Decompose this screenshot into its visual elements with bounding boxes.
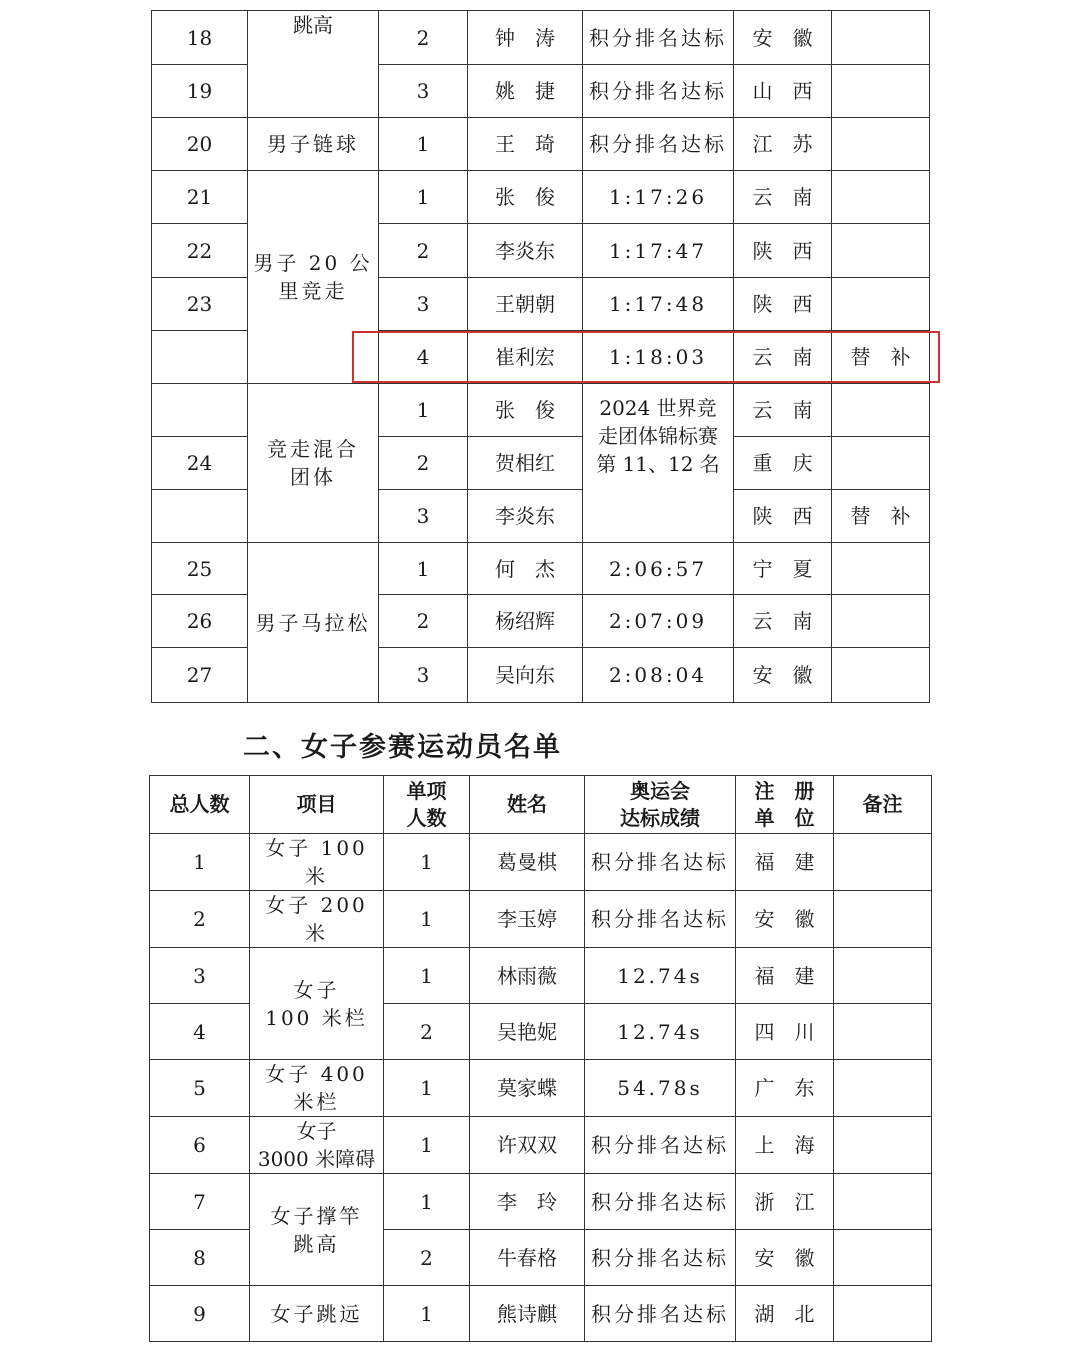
qualifying-result: 积分排名达标 bbox=[583, 118, 734, 171]
table-row bbox=[152, 11, 930, 65]
header-note: 备注 bbox=[834, 776, 932, 834]
event-count: 1 bbox=[379, 543, 468, 595]
qualifying-result: 54.78s bbox=[585, 1060, 736, 1117]
registered-unit: 湖 北 bbox=[736, 1286, 834, 1342]
header-name: 姓名 bbox=[470, 776, 585, 834]
event-count: 2 bbox=[384, 1230, 470, 1286]
header-count: 单项 人数 bbox=[384, 776, 470, 834]
remark bbox=[832, 648, 930, 703]
qualifying-result: 积分排名达标 bbox=[585, 891, 736, 948]
row-number: 25 bbox=[152, 543, 248, 595]
registered-unit: 重 庆 bbox=[734, 437, 832, 490]
event-count: 3 bbox=[379, 65, 468, 118]
athlete-name: 杨绍辉 bbox=[468, 595, 583, 648]
qualifying-result: 积分排名达标 bbox=[585, 1117, 736, 1174]
event-cell: 女子 400 米栏 bbox=[250, 1060, 384, 1117]
remark bbox=[834, 1174, 932, 1230]
registered-unit: 陕 西 bbox=[734, 224, 832, 278]
remark bbox=[832, 595, 930, 648]
event-count: 1 bbox=[384, 834, 470, 891]
row-number: 5 bbox=[150, 1060, 250, 1117]
remark bbox=[832, 224, 930, 278]
section-title: 二、女子参赛运动员名单 bbox=[243, 732, 562, 763]
registered-unit: 安 徽 bbox=[736, 891, 834, 948]
athlete-name: 李炎东 bbox=[468, 224, 583, 278]
remark: 替 补 bbox=[832, 490, 930, 543]
row-number: 8 bbox=[150, 1230, 250, 1286]
row-number: 2 bbox=[150, 891, 250, 948]
registered-unit: 云 南 bbox=[734, 384, 832, 437]
header-result: 奥运会 达标成绩 bbox=[585, 776, 736, 834]
header-total: 总人数 bbox=[150, 776, 250, 834]
registered-unit: 山 西 bbox=[734, 65, 832, 118]
event-count: 1 bbox=[384, 1286, 470, 1342]
registered-unit: 陕 西 bbox=[734, 278, 832, 331]
row-number bbox=[152, 331, 248, 384]
event-count: 2 bbox=[379, 437, 468, 490]
row-number: 4 bbox=[150, 1004, 250, 1060]
athlete-name: 王 琦 bbox=[468, 118, 583, 171]
event-count: 1 bbox=[379, 171, 468, 224]
row-number: 23 bbox=[152, 278, 248, 331]
table-row bbox=[152, 171, 930, 224]
event-count: 1 bbox=[384, 891, 470, 948]
event-count: 3 bbox=[379, 278, 468, 331]
event-count: 3 bbox=[379, 490, 468, 543]
event-cell: 男子马拉松 bbox=[248, 543, 379, 703]
registered-unit: 云 南 bbox=[734, 171, 832, 224]
qualifying-result: 积分排名达标 bbox=[583, 11, 734, 65]
event-count: 1 bbox=[384, 1117, 470, 1174]
table-row bbox=[150, 1117, 932, 1174]
row-number bbox=[152, 490, 248, 543]
remark bbox=[832, 118, 930, 171]
event-count: 1 bbox=[379, 118, 468, 171]
qualifying-result: 1:17:48 bbox=[583, 278, 734, 331]
event-count: 3 bbox=[379, 648, 468, 703]
athlete-name: 林雨薇 bbox=[470, 948, 585, 1004]
table-header-row bbox=[150, 776, 932, 834]
row-number: 21 bbox=[152, 171, 248, 224]
remark bbox=[832, 543, 930, 595]
event-cell: 跳高 bbox=[248, 11, 379, 118]
event-cell: 女子撑竿 跳高 bbox=[250, 1174, 384, 1286]
athlete-name: 李玉婷 bbox=[470, 891, 585, 948]
qualifying-result: 2:06:57 bbox=[583, 543, 734, 595]
athlete-name: 王朝朝 bbox=[468, 278, 583, 331]
registered-unit: 陕 西 bbox=[734, 490, 832, 543]
event-cell: 女子 100 米栏 bbox=[250, 948, 384, 1060]
event-count: 1 bbox=[384, 1060, 470, 1117]
remark bbox=[832, 384, 930, 437]
row-number: 9 bbox=[150, 1286, 250, 1342]
remark bbox=[834, 891, 932, 948]
event-count: 1 bbox=[379, 384, 468, 437]
event-count: 2 bbox=[384, 1004, 470, 1060]
remark bbox=[834, 1004, 932, 1060]
table-row bbox=[150, 1286, 932, 1342]
athlete-name: 贺相红 bbox=[468, 437, 583, 490]
row-number: 22 bbox=[152, 224, 248, 278]
row-number: 20 bbox=[152, 118, 248, 171]
event-count: 2 bbox=[379, 595, 468, 648]
remark bbox=[832, 171, 930, 224]
table-row bbox=[150, 891, 932, 948]
remark bbox=[832, 65, 930, 118]
qualifying-result: 积分排名达标 bbox=[585, 834, 736, 891]
table-row bbox=[150, 948, 932, 1004]
registered-unit: 江 苏 bbox=[734, 118, 832, 171]
athlete-name: 莫家蝶 bbox=[470, 1060, 585, 1117]
athlete-name: 张 俊 bbox=[468, 171, 583, 224]
event-cell: 竞走混合 团体 bbox=[248, 384, 379, 543]
registered-unit: 福 建 bbox=[736, 834, 834, 891]
athlete-name: 吴向东 bbox=[468, 648, 583, 703]
row-number: 18 bbox=[152, 11, 248, 65]
row-number: 1 bbox=[150, 834, 250, 891]
registered-unit: 广 东 bbox=[736, 1060, 834, 1117]
registered-unit: 云 南 bbox=[734, 331, 832, 384]
row-number: 19 bbox=[152, 65, 248, 118]
remark bbox=[834, 1286, 932, 1342]
remark bbox=[832, 11, 930, 65]
athlete-name: 牛春格 bbox=[470, 1230, 585, 1286]
qualifying-result: 2:08:04 bbox=[583, 648, 734, 703]
event-count: 2 bbox=[379, 11, 468, 65]
women-athletes-table bbox=[149, 775, 932, 1342]
registered-unit: 浙 江 bbox=[736, 1174, 834, 1230]
event-count: 1 bbox=[384, 948, 470, 1004]
row-number: 27 bbox=[152, 648, 248, 703]
row-number: 7 bbox=[150, 1174, 250, 1230]
table-row bbox=[152, 118, 930, 171]
row-number bbox=[152, 384, 248, 437]
men-athletes-table bbox=[151, 10, 930, 703]
remark bbox=[834, 834, 932, 891]
athlete-name: 何 杰 bbox=[468, 543, 583, 595]
remark bbox=[834, 1117, 932, 1174]
row-number: 3 bbox=[150, 948, 250, 1004]
header-unit: 注 册 单 位 bbox=[736, 776, 834, 834]
qualifying-result: 2024 世界竞 走团体锦标赛 第 11、12 名 bbox=[583, 384, 734, 543]
event-count: 2 bbox=[379, 224, 468, 278]
header-event: 项目 bbox=[250, 776, 384, 834]
athlete-name: 崔利宏 bbox=[468, 331, 583, 384]
registered-unit: 安 徽 bbox=[734, 648, 832, 703]
athlete-name: 钟 涛 bbox=[468, 11, 583, 65]
qualifying-result: 积分排名达标 bbox=[585, 1230, 736, 1286]
table-row bbox=[150, 1174, 932, 1230]
athlete-name: 姚 捷 bbox=[468, 65, 583, 118]
remark bbox=[834, 1060, 932, 1117]
event-cell: 女子跳远 bbox=[250, 1286, 384, 1342]
qualifying-result: 1:17:26 bbox=[583, 171, 734, 224]
qualifying-result: 积分排名达标 bbox=[585, 1286, 736, 1342]
remark: 替 补 bbox=[832, 331, 930, 384]
event-cell: 女子 200 米 bbox=[250, 891, 384, 948]
table-row bbox=[150, 1060, 932, 1117]
remark bbox=[832, 437, 930, 490]
registered-unit: 四 川 bbox=[736, 1004, 834, 1060]
remark bbox=[834, 948, 932, 1004]
event-cell: 女子 3000 米障碍 bbox=[250, 1117, 384, 1174]
row-number: 6 bbox=[150, 1117, 250, 1174]
qualifying-result: 2:07:09 bbox=[583, 595, 734, 648]
table-row bbox=[152, 543, 930, 595]
qualifying-result: 12.74s bbox=[585, 948, 736, 1004]
athlete-name: 李炎东 bbox=[468, 490, 583, 543]
table-row bbox=[150, 834, 932, 891]
qualifying-result: 12.74s bbox=[585, 1004, 736, 1060]
event-cell: 男子链球 bbox=[248, 118, 379, 171]
registered-unit: 上 海 bbox=[736, 1117, 834, 1174]
athlete-name: 葛曼棋 bbox=[470, 834, 585, 891]
registered-unit: 安 徽 bbox=[734, 11, 832, 65]
athlete-name: 吴艳妮 bbox=[470, 1004, 585, 1060]
qualifying-result: 积分排名达标 bbox=[585, 1174, 736, 1230]
qualifying-result: 1:17:47 bbox=[583, 224, 734, 278]
event-count: 4 bbox=[379, 331, 468, 384]
table-row bbox=[152, 384, 930, 437]
qualifying-result: 1:18:03 bbox=[583, 331, 734, 384]
row-number: 24 bbox=[152, 437, 248, 490]
event-count: 1 bbox=[384, 1174, 470, 1230]
athlete-name: 张 俊 bbox=[468, 384, 583, 437]
row-number: 26 bbox=[152, 595, 248, 648]
athlete-name: 许双双 bbox=[470, 1117, 585, 1174]
registered-unit: 安 徽 bbox=[736, 1230, 834, 1286]
remark bbox=[832, 278, 930, 331]
registered-unit: 福 建 bbox=[736, 948, 834, 1004]
remark bbox=[834, 1230, 932, 1286]
athlete-name: 李 玲 bbox=[470, 1174, 585, 1230]
registered-unit: 宁 夏 bbox=[734, 543, 832, 595]
registered-unit: 云 南 bbox=[734, 595, 832, 648]
event-cell: 女子 100 米 bbox=[250, 834, 384, 891]
athlete-name: 熊诗麒 bbox=[470, 1286, 585, 1342]
event-cell: 男子 20 公 里竞走 bbox=[248, 171, 379, 384]
qualifying-result: 积分排名达标 bbox=[583, 65, 734, 118]
